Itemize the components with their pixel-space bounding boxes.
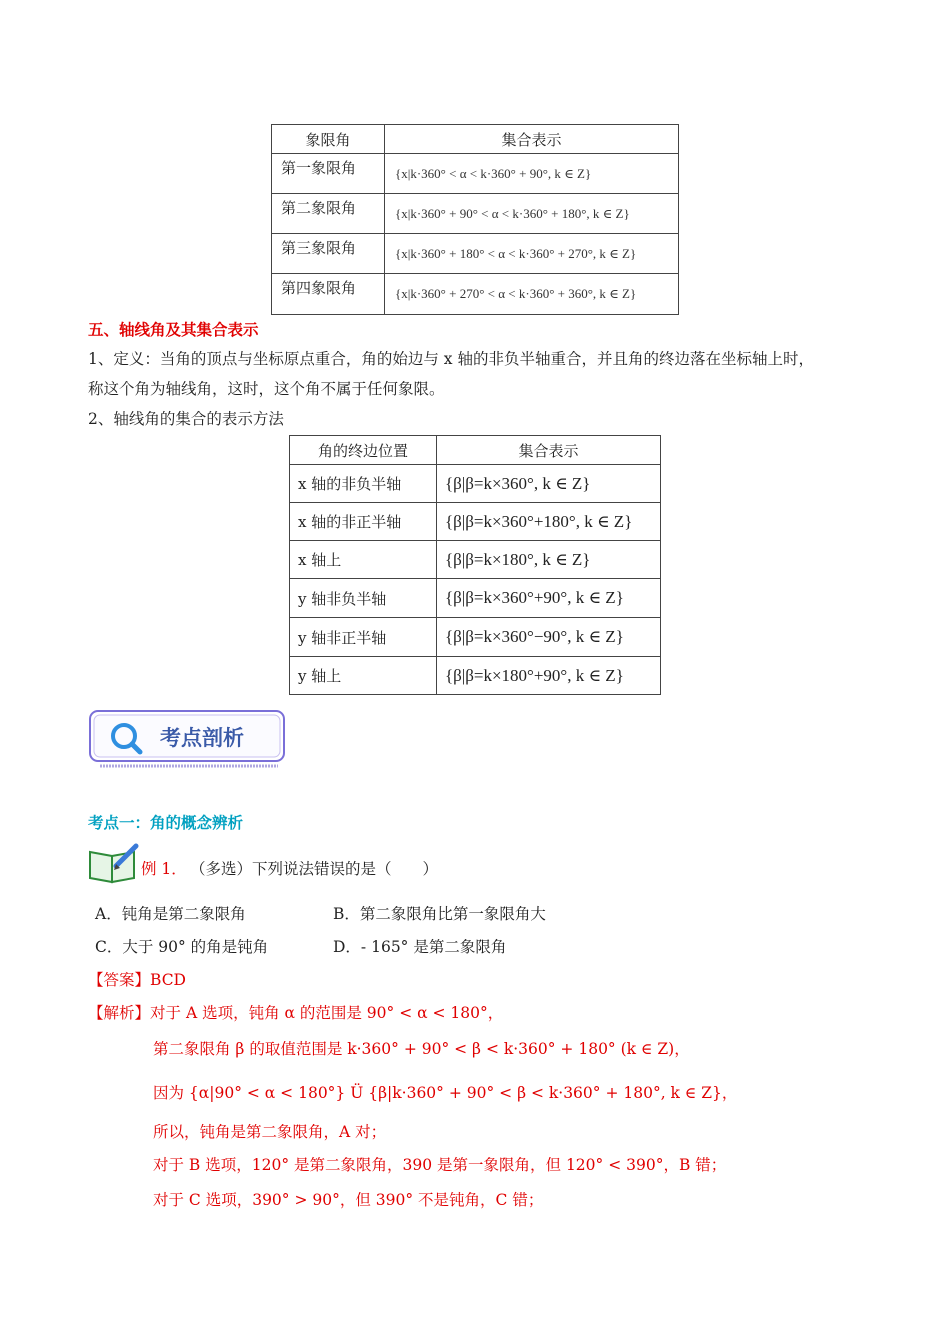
axis-pos: y 轴非负半轴: [290, 579, 437, 618]
analysis-line3: 因为 {α|90° < α < 180°} Ü {β|k·360° + 90° < β < k·360° + 180°, k ∈ Z}，: [153, 1084, 738, 1102]
quadrant-set: {x|k·360° + 90° < α < k·360° + 180°, k ∈ Z}: [385, 194, 679, 234]
analysis-line6: 对于 C 选项，390° > 90°，但 390° 不是钝角，C 错；: [153, 1191, 544, 1209]
analysis-line1: 对于 A 选项，钝角 α 的范围是 90° < α < 180°，: [150, 1004, 504, 1022]
quadrant-name: 第三象限角: [272, 234, 385, 274]
example-label: 例 1．: [141, 860, 187, 878]
banner-title: 考点剖析: [160, 726, 244, 750]
book-icon: [86, 842, 142, 890]
analysis-line5: 对于 B 选项，120° 是第二象限角，390 是第一象限角，但 120° < 390°，B 错；: [153, 1156, 727, 1174]
quadrant-table: [271, 124, 679, 315]
axis-pos: y 轴上: [290, 657, 437, 695]
definition-line1: 1、定义：当角的顶点与坐标原点重合，角的始边与 x 轴的非负半轴重合，并且角的终边落在坐标轴上时，: [88, 350, 814, 368]
analysis-line2: 第二象限角 β 的取值范围是 k·360° + 90° < β < k·360° + 180° (k ∈ Z)，: [153, 1040, 690, 1058]
quadrant-set: {x|k·360° + 270° < α < k·360° + 360°, k ∈ Z}: [385, 274, 679, 315]
axis-set: {β|β=k×360°, k ∈ Z}: [437, 465, 661, 503]
axis-set: {β|β=k×360°−90°, k ∈ Z}: [437, 618, 661, 657]
method-title: 2、轴线角的集合的表示方法: [88, 410, 284, 428]
quadrant-set: {x|k·360° < α < k·360° + 90°, k ∈ Z}: [385, 154, 679, 194]
answer-label: 【答案】: [88, 971, 151, 989]
kaodian-title: 考点一：角的概念辨析: [88, 813, 244, 832]
analysis-label: 【解析】: [88, 1004, 151, 1022]
quadrant-table-header-name: 象限角: [272, 125, 385, 154]
section5-title: 五、轴线角及其集合表示: [88, 320, 259, 339]
axis-pos: y 轴非正半轴: [290, 618, 437, 657]
axis-set: {β|β=k×180°, k ∈ Z}: [437, 541, 661, 579]
axis-table-header-pos: 角的终边位置: [290, 436, 437, 465]
quadrant-table-header-set: 集合表示: [385, 125, 679, 154]
option-a: A．钝角是第二象限角: [95, 905, 246, 923]
option-c: C．大于 90° 的角是钝角: [95, 938, 269, 956]
example-question: （多选）下列说法错误的是（ ）: [190, 860, 439, 878]
axis-pos: x 轴上: [290, 541, 437, 579]
answer-value: BCD: [150, 971, 186, 989]
definition-line2: 称这个角为轴线角，这时，这个角不属于任何象限。: [88, 380, 445, 398]
quadrant-set: {x|k·360° + 180° < α < k·360° + 270°, k ∈ Z}: [385, 234, 679, 274]
option-b: B．第二象限角比第一象限角大: [333, 905, 546, 923]
axis-set: {β|β=k×180°+90°, k ∈ Z}: [437, 657, 661, 695]
quadrant-name: 第二象限角: [272, 194, 385, 234]
quadrant-name: 第四象限角: [272, 274, 385, 315]
quadrant-name: 第一象限角: [272, 154, 385, 194]
kaodian-banner: [88, 708, 288, 770]
axis-pos: x 轴的非负半轴: [290, 465, 437, 503]
axis-pos: x 轴的非正半轴: [290, 503, 437, 541]
axis-table-header-set: 集合表示: [437, 436, 661, 465]
axis-set: {β|β=k×360°+180°, k ∈ Z}: [437, 503, 661, 541]
option-d: D．- 165° 是第二象限角: [333, 938, 507, 956]
axis-table: [289, 435, 661, 695]
axis-set: {β|β=k×360°+90°, k ∈ Z}: [437, 579, 661, 618]
analysis-line4: 所以，钝角是第二象限角，A 对；: [153, 1123, 387, 1141]
